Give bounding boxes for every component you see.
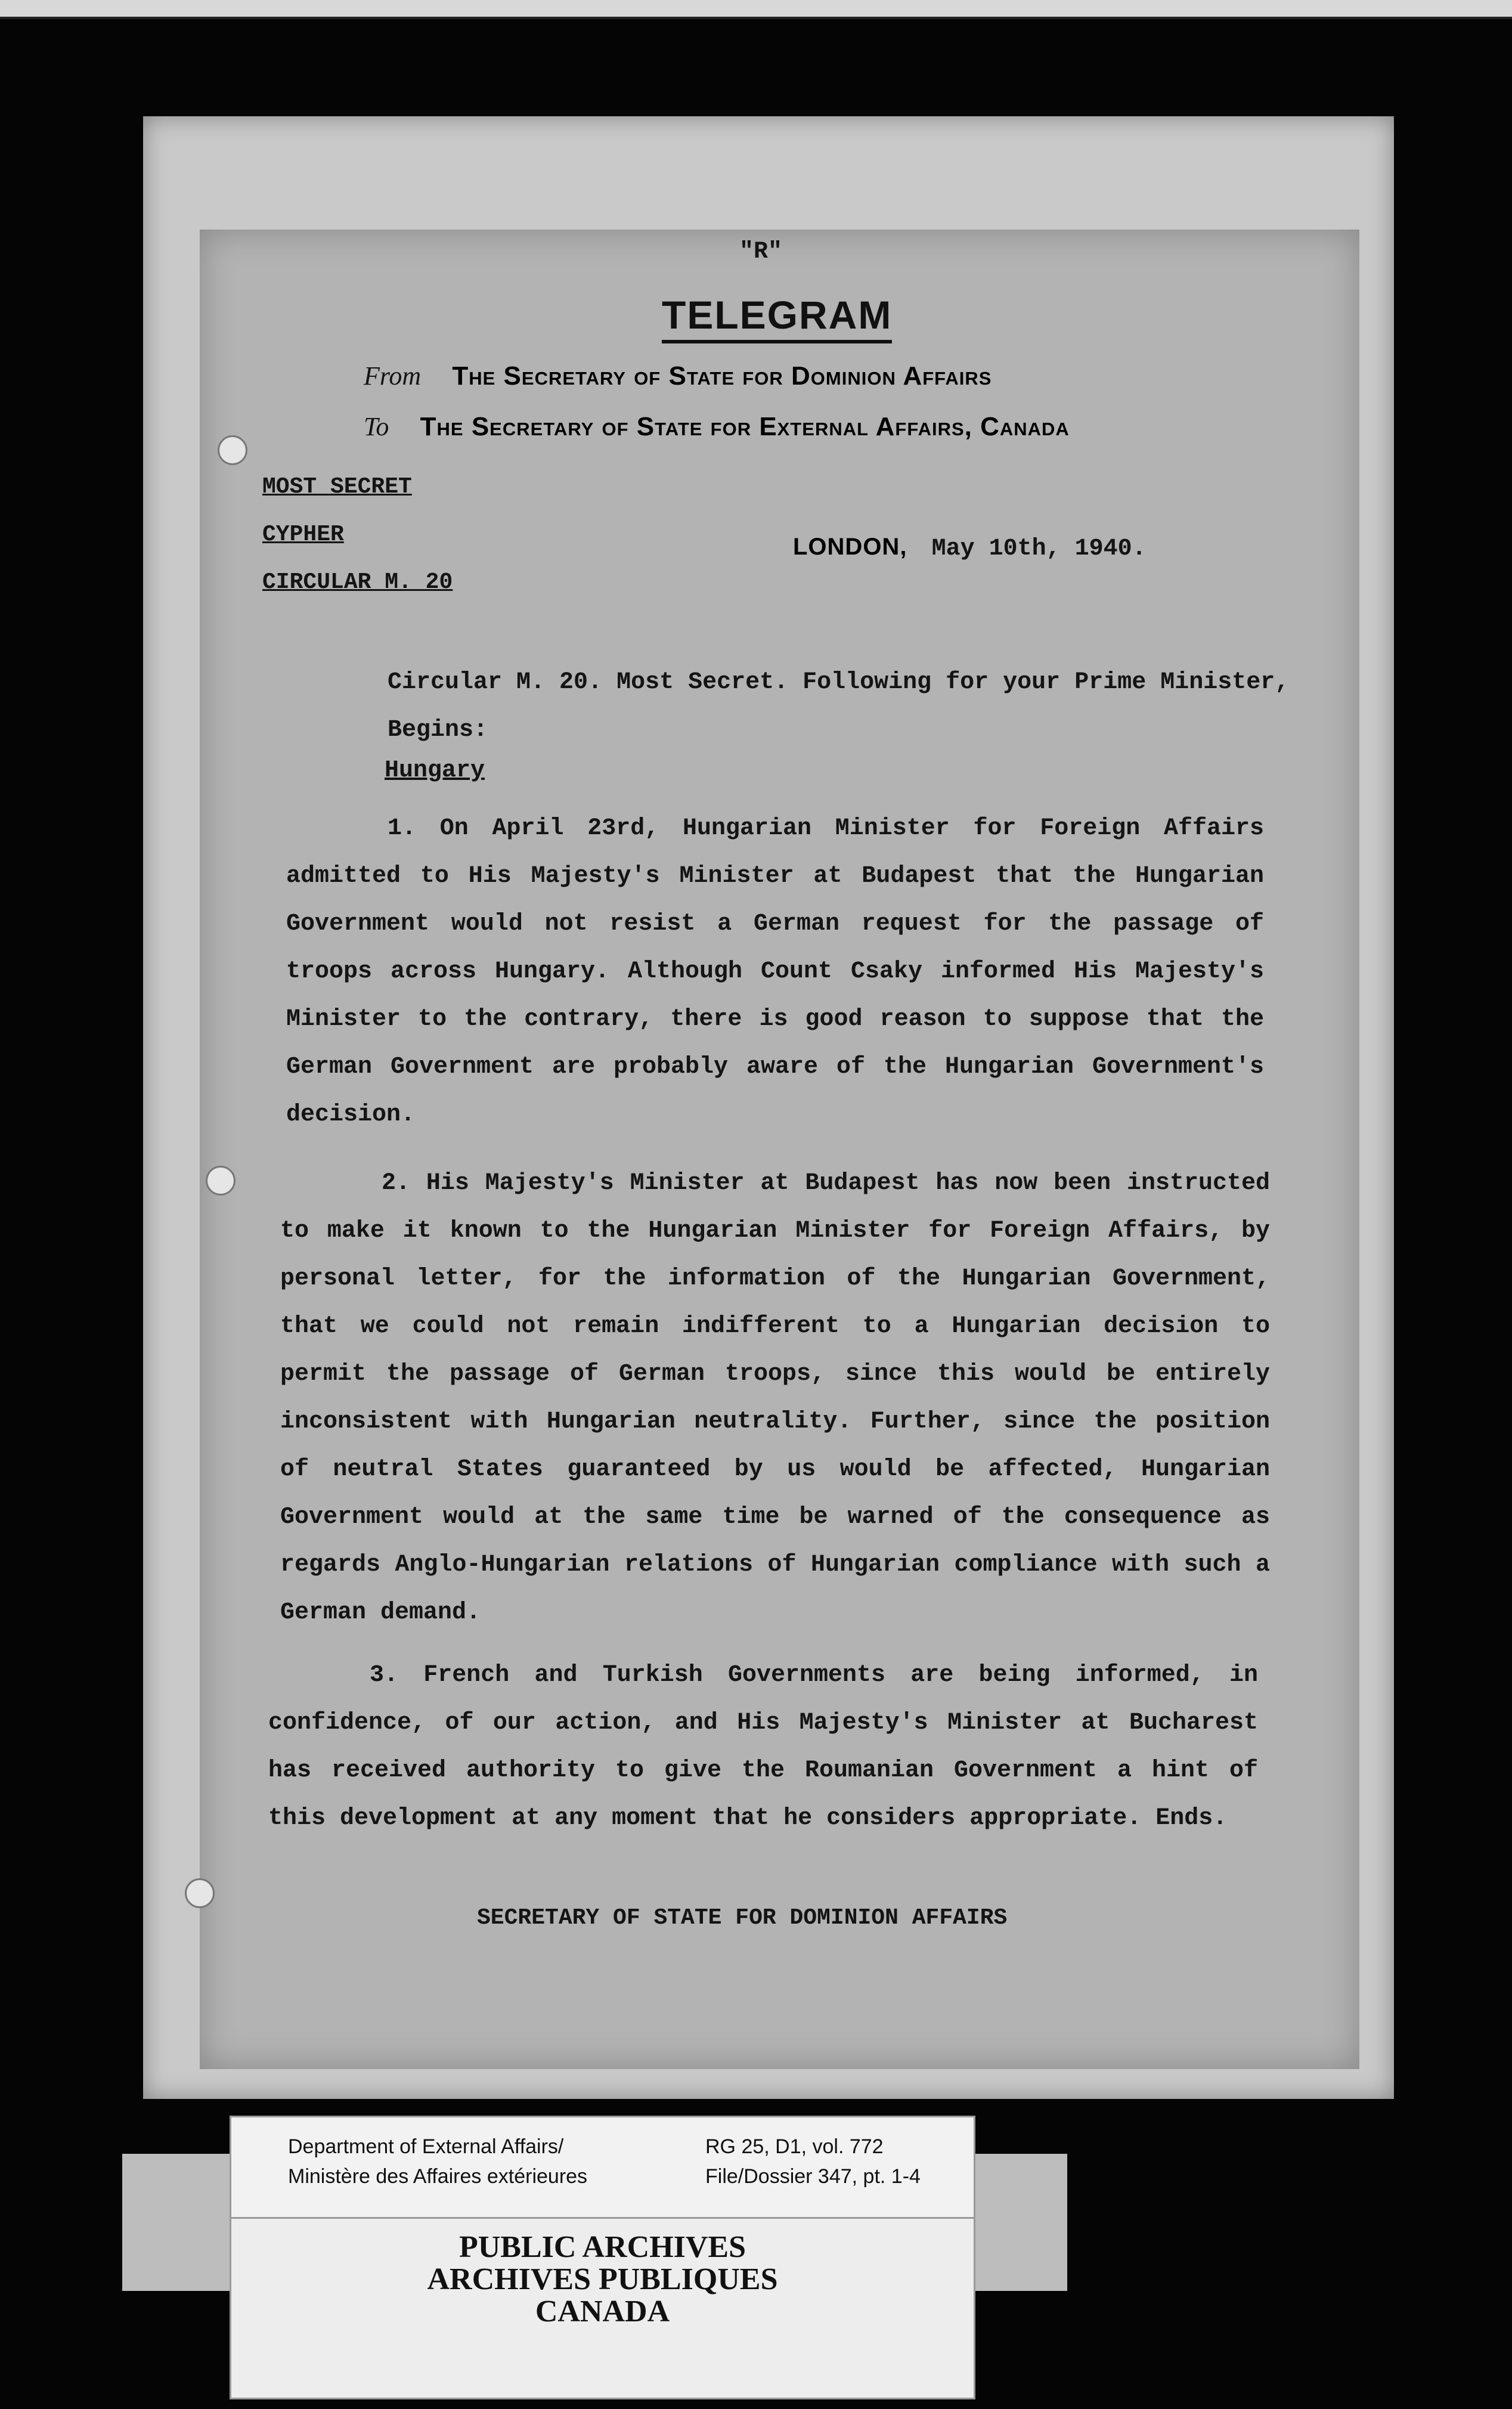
classification-cypher: CYPHER: [262, 522, 344, 547]
paragraph-3-text: 3. French and Turkish Governments are being informed, in confidence, of our action, and His Majesty's Minister at Bucharest has received authority to give the Roumanian Government a hint of this development at any moment that he considers appropriate. Ends.: [268, 1662, 1258, 1832]
department-en: Department of External Affairs/: [288, 2135, 564, 2158]
paragraph-3: [268, 1652, 1258, 1843]
to-label: To: [364, 412, 389, 441]
punch-hole: [218, 435, 247, 465]
date: May 10th, 1940.: [931, 535, 1147, 562]
to-text: The Secretary of State for External Affairs, Canada: [420, 412, 1070, 441]
archive-stamp: [230, 2217, 975, 2399]
dateline: [793, 534, 1147, 562]
document-code: "R": [739, 239, 783, 265]
paragraph-2-text: 2. His Majesty's Minister at Budapest has now been instructed to make it known to the Hungarian Minister for Foreign Affairs, by personal letter, for the information of the Hungarian Government, that we could not remain indifferent to a Hungarian decision to permit the passage of German troops, since this would be entirely inconsistent with Hungarian neutrality. Further, since the position of neutral States guaranteed by us would be affected, Hungarian Government would at the same time be warned of the consequence as regards Anglo-Hungarian relations of Hungarian compliance with such a German demand.: [280, 1170, 1270, 1626]
stamp-line-1: PUBLIC ARCHIVES: [458, 2230, 746, 2264]
classification-most-secret: MOST SECRET: [262, 474, 412, 500]
document-title: TELEGRAM: [662, 292, 892, 343]
to-line: [364, 411, 1070, 442]
classification-circular: CIRCULAR M. 20: [262, 569, 453, 595]
intro-paragraph: Circular M. 20. Most Secret. Following for your Prime Minister, Begins:: [388, 669, 1290, 744]
paragraph-1-text: 1. On April 23rd, Hungarian Minister for Foreign Affairs admitted to His Majesty's Minister at Budapest that the Hungarian Government would not resist a German request for the passage of troops across Hungary. Although Count Csaky informed His Majesty's Minister to the contrary, there is good reason to suppose that the German Government are probably aware of the Hungarian Government's decision.: [286, 815, 1264, 1128]
punch-hole: [206, 1166, 236, 1196]
section-heading: Hungary: [385, 757, 485, 784]
from-text: The Secretary of State for Dominion Affairs: [452, 361, 992, 391]
department-fr: Ministère des Affaires extérieures: [288, 2165, 588, 2188]
archive-reference: RG 25, D1, vol. 772: [705, 2135, 884, 2158]
paragraph-1: [286, 805, 1264, 1139]
archive-reference-card: [230, 2116, 975, 2221]
archive-file: File/Dossier 347, pt. 1-4: [705, 2165, 921, 2188]
stamp-line-3: CANADA: [535, 2295, 670, 2329]
paragraph-2: [280, 1160, 1270, 1637]
from-line: [364, 361, 992, 391]
punch-hole: [185, 1878, 215, 1908]
film-top-strip: [0, 0, 1512, 19]
signature: SECRETARY OF STATE FOR DOMINION AFFAIRS: [477, 1905, 1008, 1931]
place: LONDON,: [793, 534, 907, 560]
from-label: From: [364, 361, 422, 391]
stamp-line-2: ARCHIVES PUBLIQUES: [427, 2262, 778, 2296]
